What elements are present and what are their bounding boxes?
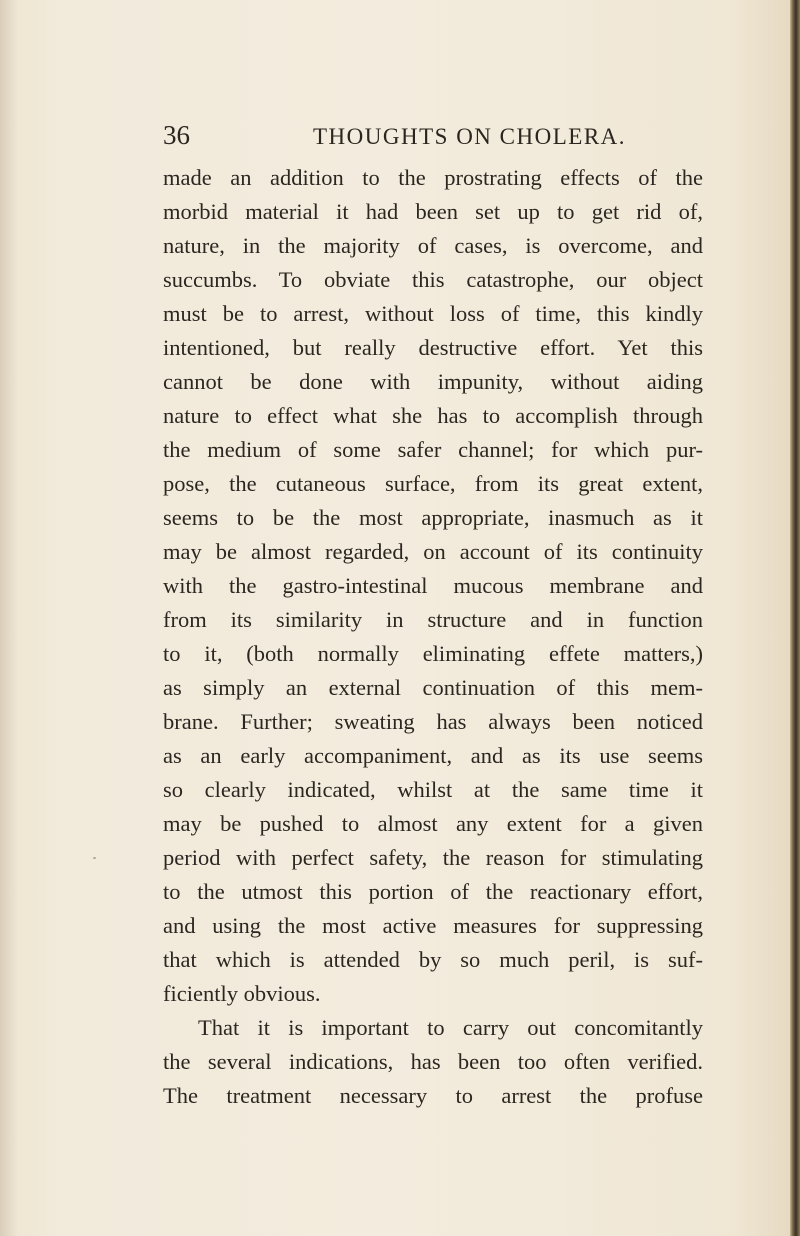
text-line: so clearly indicated, whilst at the same time it bbox=[163, 777, 703, 802]
text-line: to the utmost this portion of the reactionary effort, bbox=[163, 879, 703, 904]
text-line: as an early accompaniment, and as its use seems bbox=[163, 743, 703, 768]
text-line: nature to effect what she has to accomplish through bbox=[163, 403, 703, 428]
gutter-shadow bbox=[0, 0, 18, 1236]
page-header bbox=[163, 120, 697, 154]
text-line: period with perfect safety, the reason for stimulating bbox=[163, 845, 703, 870]
text-line: from its similarity in structure and in function bbox=[163, 607, 703, 632]
text-line: that which is attended by so much peril, is suf- bbox=[163, 947, 703, 972]
text-line-paragraph-end: ficiently obvious. bbox=[163, 981, 321, 1006]
text-line: intentioned, but really destructive effort. Yet this bbox=[163, 335, 703, 360]
text-line: must be to arrest, without loss of time, this kindly bbox=[163, 301, 703, 326]
page-edge-shadow bbox=[790, 0, 800, 1236]
running-head: THOUGHTS ON CHOLERA. bbox=[313, 124, 627, 149]
paper-speck bbox=[688, 928, 691, 931]
text-line: succumbs. To obviate this catastrophe, our object bbox=[163, 267, 703, 292]
text-line: made an addition to the prostrating effects of the bbox=[163, 165, 703, 190]
text-line: to it, (both normally eliminating effete matters,) bbox=[163, 641, 703, 666]
text-line: seems to be the most appropriate, inasmuch as it bbox=[163, 505, 703, 530]
text-line: may be almost regarded, on account of its continuity bbox=[163, 539, 703, 564]
text-line: pose, the cutaneous surface, from its great extent, bbox=[163, 471, 703, 496]
text-line: the medium of some safer channel; for which pur- bbox=[163, 437, 703, 462]
text-line: cannot be done with impunity, without aiding bbox=[163, 369, 703, 394]
text-line: the several indications, has been too often verified. bbox=[163, 1049, 703, 1074]
text-line: as simply an external continuation of this mem- bbox=[163, 675, 703, 700]
text-line: with the gastro-intestinal mucous membrane and bbox=[163, 573, 703, 598]
text-line: morbid material it had been set up to get rid of, bbox=[163, 199, 703, 224]
text-line: brane. Further; sweating has always been noticed bbox=[163, 709, 703, 734]
text-line: may be pushed to almost any extent for a given bbox=[163, 811, 703, 836]
text-line: nature, in the majority of cases, is overcome, and bbox=[163, 233, 703, 258]
page-number: 36 bbox=[163, 120, 190, 150]
text-line: The treatment necessary to arrest the profuse bbox=[163, 1083, 703, 1108]
text-line-paragraph-start: That it is important to carry out concomitantly bbox=[198, 1015, 703, 1040]
paper-speck bbox=[93, 857, 96, 859]
text-line: and using the most active measures for suppressing bbox=[163, 913, 703, 938]
body-text bbox=[163, 161, 703, 1113]
